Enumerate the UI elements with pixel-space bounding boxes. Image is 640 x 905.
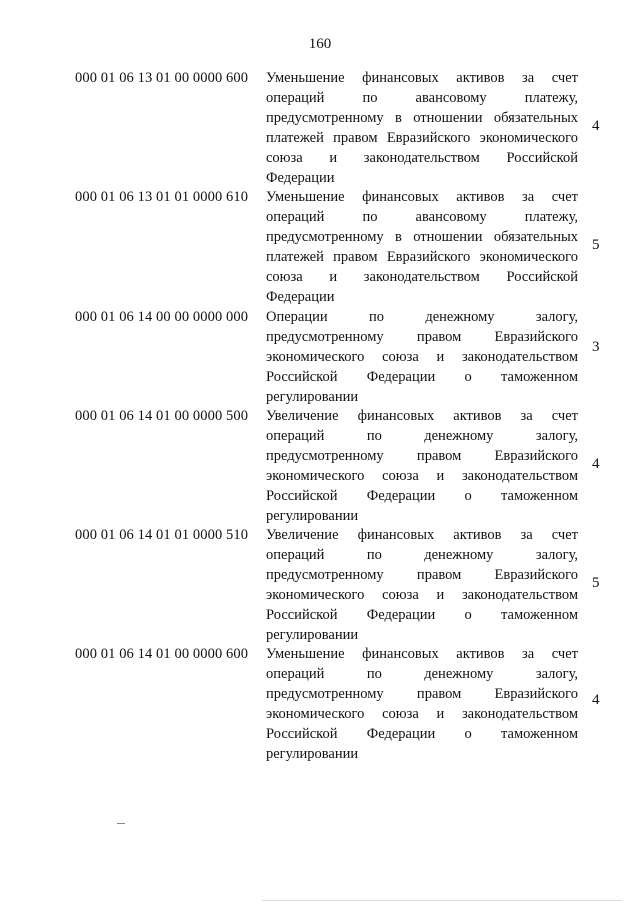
- row-level: 5: [592, 575, 600, 591]
- row-level: 3: [592, 339, 600, 355]
- row-description: Увеличение финансовых активов за счет операций по денежному залогу, предусмотренному правом Евразийского экономического союза и законодательством Российской Федерации о таможенном регулировании: [266, 408, 578, 524]
- row-description: Уменьшение финансовых активов за счет операций по авансовому платежу, предусмотренному в отношении обязательных платежей правом Евразийского экономического союза и законодательством Российской Федерации: [266, 70, 578, 186]
- classification-code: 000 01 06 14 01 01 0000 510: [75, 527, 249, 543]
- scan-edge-line: [262, 900, 622, 901]
- classification-code: 000 01 06 14 00 00 0000 000: [75, 309, 249, 325]
- row-level: 5: [592, 237, 600, 253]
- classification-code: 000 01 06 13 01 00 0000 600: [75, 70, 249, 86]
- classification-code: 000 01 06 13 01 01 0000 610: [75, 189, 249, 205]
- classification-code: 000 01 06 14 01 00 0000 500: [75, 408, 249, 424]
- row-level: 4: [592, 118, 600, 134]
- scan-artifact: [117, 823, 125, 824]
- page-number: 160: [308, 36, 332, 52]
- row-level: 4: [592, 456, 600, 472]
- row-description: Увеличение финансовых активов за счет операций по денежному залогу, предусмотренному правом Евразийского экономического союза и законодательством Российской Федерации о таможенном регулировании: [266, 527, 578, 643]
- row-description: Уменьшение финансовых активов за счет операций по денежному залогу, предусмотренному правом Евразийского экономического союза и законодательством Российской Федерации о таможенном регулировании: [266, 646, 578, 762]
- row-description: Операции по денежному залогу, предусмотренному правом Евразийского экономического союза и законодательством Российской Федерации о таможенном регулировании: [266, 309, 578, 405]
- classification-code: 000 01 06 14 01 00 0000 600: [75, 646, 249, 662]
- row-description: Уменьшение финансовых активов за счет операций по авансовому платежу, предусмотренному в отношении обязательных платежей правом Евразийского экономического союза и законодательством Российской Федерации: [266, 189, 578, 305]
- row-level: 4: [592, 692, 600, 708]
